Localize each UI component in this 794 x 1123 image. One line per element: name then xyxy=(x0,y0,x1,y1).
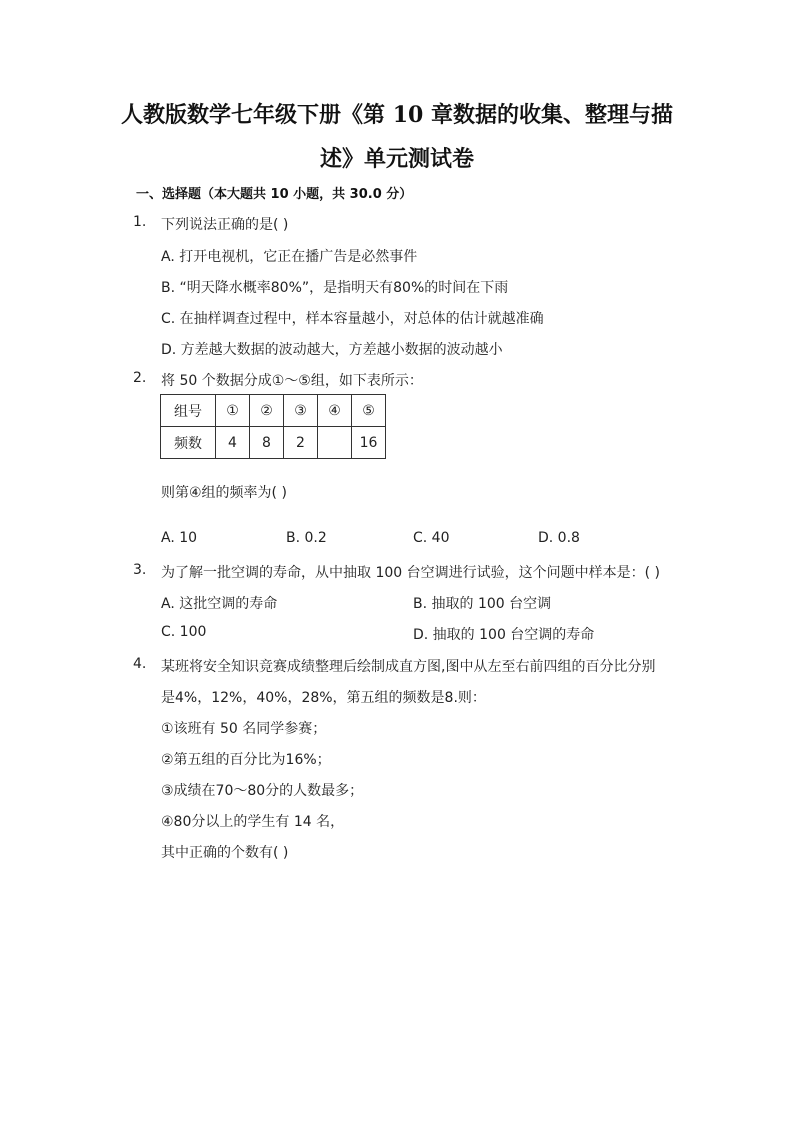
question-number: 3. xyxy=(133,562,147,578)
statement-3: ③成绩在70～80分的人数最多； xyxy=(161,783,364,799)
option-c: C. 100 xyxy=(161,624,207,640)
frequency-cell: 2 xyxy=(284,427,318,459)
question-closing: 其中正确的个数有( ) xyxy=(161,845,289,861)
frequency-cell: 4 xyxy=(216,427,250,459)
frequency-cell: 16 xyxy=(352,427,386,459)
question-number: 1. xyxy=(133,214,147,230)
frequency-cell xyxy=(318,427,352,459)
option-c: C. 在抽样调查过程中，样本容量越小，对总体的估计就越准确 xyxy=(161,311,544,327)
option-d: D. 0.8 xyxy=(538,530,580,546)
group-cell: ④ xyxy=(318,395,352,427)
question-number: 4. xyxy=(133,656,147,672)
question-stem: 为了解一批空调的寿命，从中抽取 100 台空调进行试验，这个问题中样本是：( ) xyxy=(161,565,660,581)
option-a: A. 打开电视机，它正在播广告是必然事件 xyxy=(161,249,418,265)
frequency-table xyxy=(160,394,386,459)
table-row-group xyxy=(161,395,386,427)
question-stem-line-1: 某班将安全知识竞赛成绩整理后绘制成直方图,图中从左至右前四组的百分比分别 xyxy=(161,659,656,675)
table-row-frequency xyxy=(161,427,386,459)
question-stem: 下列说法正确的是( ) xyxy=(161,217,289,233)
statement-1: ①该班有 50 名同学参赛； xyxy=(161,721,327,737)
question-followup: 则第④组的频率为( ) xyxy=(161,485,287,501)
option-d: D. 方差越大数据的波动越大，方差越小数据的波动越小 xyxy=(161,342,503,358)
question-stem-line-2: 是4%，12%，40%，28%，第五组的频数是8.则： xyxy=(161,690,486,706)
option-a: A. 这批空调的寿命 xyxy=(161,596,278,612)
option-a: A. 10 xyxy=(161,530,198,546)
group-cell: ③ xyxy=(284,395,318,427)
option-b: B. 0.2 xyxy=(286,530,327,546)
question-stem: 将 50 个数据分成①～⑤组，如下表所示： xyxy=(161,373,423,389)
document-title-line-2: 述》单元测试卷 xyxy=(319,146,474,172)
frequency-cell: 8 xyxy=(250,427,284,459)
section-heading: 一、选择题（本大题共 10 小题，共 30.0 分） xyxy=(136,187,413,202)
row-header-group: 组号 xyxy=(161,395,216,427)
row-header-frequency: 频数 xyxy=(161,427,216,459)
statement-2: ②第五组的百分比为16%； xyxy=(161,752,331,768)
option-b: B. 抽取的 100 台空调 xyxy=(413,596,552,612)
group-cell: ② xyxy=(250,395,284,427)
group-cell: ① xyxy=(216,395,250,427)
option-c: C. 40 xyxy=(413,530,450,546)
option-d: D. 抽取的 100 台空调的寿命 xyxy=(413,627,595,643)
statement-4: ④80分以上的学生有 14 名， xyxy=(161,814,345,830)
option-b: B. “明天降水概率80%”，是指明天有80%的时间在下雨 xyxy=(161,280,509,296)
question-number: 2. xyxy=(133,370,147,386)
group-cell: ⑤ xyxy=(352,395,386,427)
document-title-line-1: 人教版数学七年级下册《第 10 章数据的收集、整理与描 xyxy=(121,102,673,128)
